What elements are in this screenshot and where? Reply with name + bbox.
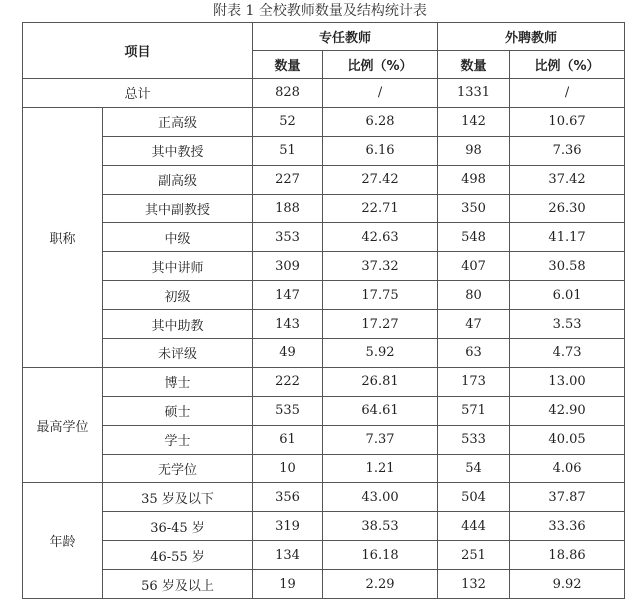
ft-ratio-cell: 6.16: [323, 136, 438, 165]
ex-ratio-cell: 33.36: [510, 512, 625, 541]
ex-count-cell: 142: [438, 107, 510, 136]
ft-count-cell: 356: [253, 483, 323, 512]
total-ft-ratio: /: [323, 79, 438, 108]
ex-count-cell: 444: [438, 512, 510, 541]
ex-count-cell: 498: [438, 165, 510, 194]
table-row: [23, 194, 625, 223]
row-label: 无学位: [103, 454, 253, 483]
ex-ratio-cell: 30.58: [510, 252, 625, 281]
ex-ratio-cell: 42.90: [510, 396, 625, 425]
ft-ratio-cell: 17.27: [323, 310, 438, 339]
ft-count-cell: 51: [253, 136, 323, 165]
ex-count-cell: 407: [438, 252, 510, 281]
total-label: 总计: [23, 79, 253, 108]
ex-ratio-cell: 18.86: [510, 541, 625, 570]
row-label: 其中讲师: [103, 252, 253, 281]
ex-count-cell: 132: [438, 570, 510, 599]
ex-count-cell: 54: [438, 454, 510, 483]
row-label: 其中教授: [103, 136, 253, 165]
ex-count-cell: 504: [438, 483, 510, 512]
ft-ratio-cell: 2.29: [323, 570, 438, 599]
ft-ratio-cell: 43.00: [323, 483, 438, 512]
ft-count-cell: 143: [253, 310, 323, 339]
ex-ratio-cell: 6.01: [510, 281, 625, 310]
row-label: 46-55 岁: [103, 541, 253, 570]
table-row: [23, 541, 625, 570]
table-row: [23, 512, 625, 541]
row-label: 其中副教授: [103, 194, 253, 223]
ex-ratio-cell: 9.92: [510, 570, 625, 599]
ft-ratio-cell: 1.21: [323, 454, 438, 483]
ft-count-cell: 309: [253, 252, 323, 281]
row-label: 硕士: [103, 396, 253, 425]
table-row: [23, 425, 625, 454]
table-row: [23, 136, 625, 165]
row-label: 博士: [103, 367, 253, 396]
ft-count-cell: 319: [253, 512, 323, 541]
table-row: [23, 483, 625, 512]
ex-ratio-cell: 37.87: [510, 483, 625, 512]
header-ex-ratio: 比例（%）: [510, 51, 625, 79]
teacher-stats-table: [22, 22, 625, 599]
row-label: 35 岁及以下: [103, 483, 253, 512]
ex-count-cell: 571: [438, 396, 510, 425]
ft-ratio-cell: 38.53: [323, 512, 438, 541]
row-label: 其中助教: [103, 310, 253, 339]
header-fulltime: 专任教师: [253, 23, 438, 51]
table-row: [23, 165, 625, 194]
table-row: [23, 396, 625, 425]
row-label: 初级: [103, 281, 253, 310]
ft-ratio-cell: 64.61: [323, 396, 438, 425]
header-ft-count: 数量: [253, 51, 323, 79]
ft-ratio-cell: 17.75: [323, 281, 438, 310]
total-ex-ratio: /: [510, 79, 625, 108]
ex-ratio-cell: 7.36: [510, 136, 625, 165]
row-label: 副高级: [103, 165, 253, 194]
ft-ratio-cell: 27.42: [323, 165, 438, 194]
total-ex-count: 1331: [438, 79, 510, 108]
ft-count-cell: 222: [253, 367, 323, 396]
ex-ratio-cell: 13.00: [510, 367, 625, 396]
ex-count-cell: 548: [438, 223, 510, 252]
ex-count-cell: 80: [438, 281, 510, 310]
ft-count-cell: 10: [253, 454, 323, 483]
ex-count-cell: 98: [438, 136, 510, 165]
ft-count-cell: 52: [253, 107, 323, 136]
ft-count-cell: 49: [253, 339, 323, 368]
ft-ratio-cell: 6.28: [323, 107, 438, 136]
category-cell: 最高学位: [23, 367, 103, 483]
ft-count-cell: 61: [253, 425, 323, 454]
row-label: 36-45 岁: [103, 512, 253, 541]
table-title: 附表 1 全校教师数量及结构统计表: [213, 3, 427, 19]
table-row: [23, 252, 625, 281]
ex-ratio-cell: 37.42: [510, 165, 625, 194]
header-item: 项目: [23, 23, 253, 79]
ft-count-cell: 147: [253, 281, 323, 310]
category-cell: 年龄: [23, 483, 103, 599]
header-ex-count: 数量: [438, 51, 510, 79]
row-label: 未评级: [103, 339, 253, 368]
row-label: 正高级: [103, 107, 253, 136]
row-label: 学士: [103, 425, 253, 454]
ft-count-cell: 188: [253, 194, 323, 223]
ft-count-cell: 535: [253, 396, 323, 425]
ex-count-cell: 350: [438, 194, 510, 223]
total-row: [23, 79, 625, 108]
table-row: [23, 570, 625, 599]
ft-count-cell: 227: [253, 165, 323, 194]
ex-ratio-cell: 26.30: [510, 194, 625, 223]
ex-ratio-cell: 10.67: [510, 107, 625, 136]
table-row: [23, 107, 625, 136]
ex-ratio-cell: 41.17: [510, 223, 625, 252]
table-row: [23, 281, 625, 310]
ft-ratio-cell: 26.81: [323, 367, 438, 396]
ex-ratio-cell: 40.05: [510, 425, 625, 454]
ex-count-cell: 63: [438, 339, 510, 368]
ft-count-cell: 353: [253, 223, 323, 252]
ft-ratio-cell: 42.63: [323, 223, 438, 252]
ex-count-cell: 173: [438, 367, 510, 396]
category-cell: 职称: [23, 107, 103, 367]
header-ft-ratio: 比例（%）: [323, 51, 438, 79]
total-ft-count: 828: [253, 79, 323, 108]
ex-count-cell: 47: [438, 310, 510, 339]
ex-count-cell: 533: [438, 425, 510, 454]
row-label: 中级: [103, 223, 253, 252]
ft-ratio-cell: 37.32: [323, 252, 438, 281]
row-label: 56 岁及以上: [103, 570, 253, 599]
ft-count-cell: 134: [253, 541, 323, 570]
ft-ratio-cell: 22.71: [323, 194, 438, 223]
ft-ratio-cell: 5.92: [323, 339, 438, 368]
table-row: [23, 223, 625, 252]
ex-count-cell: 251: [438, 541, 510, 570]
table-row: [23, 310, 625, 339]
table-row: [23, 454, 625, 483]
table-row: [23, 339, 625, 368]
ex-ratio-cell: 4.73: [510, 339, 625, 368]
ex-ratio-cell: 4.06: [510, 454, 625, 483]
ft-count-cell: 19: [253, 570, 323, 599]
ft-ratio-cell: 7.37: [323, 425, 438, 454]
ex-ratio-cell: 3.53: [510, 310, 625, 339]
header-external: 外聘教师: [438, 23, 625, 51]
ft-ratio-cell: 16.18: [323, 541, 438, 570]
table-row: [23, 367, 625, 396]
